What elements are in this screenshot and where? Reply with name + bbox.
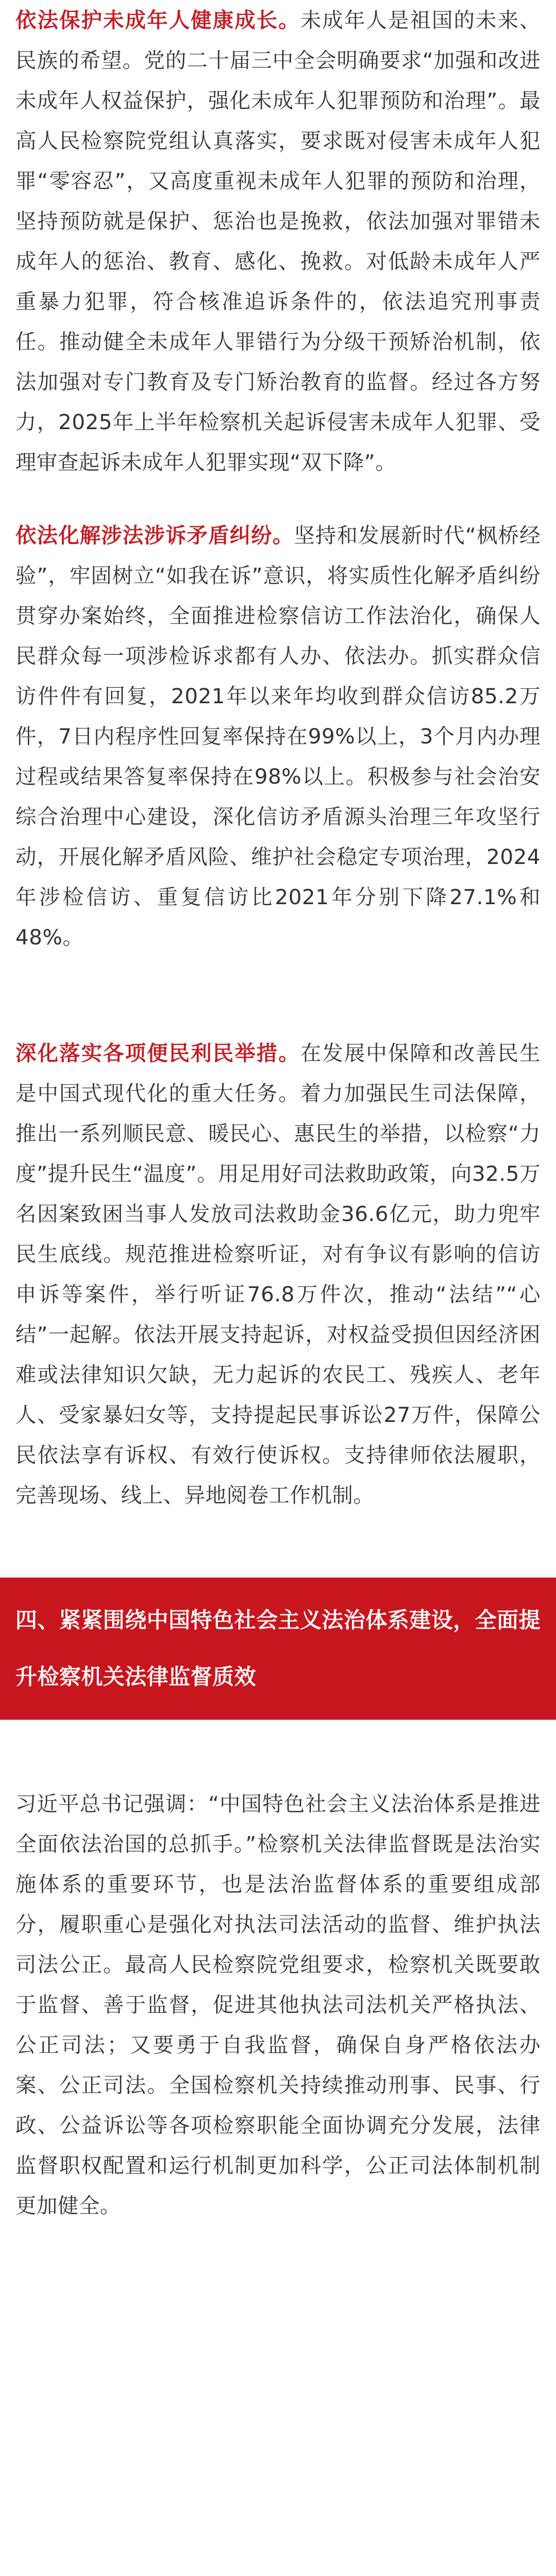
paragraph-livelihood <box>15 1033 541 1515</box>
paragraph-lead-heading: 依法化解涉法涉诉矛盾纠纷。 <box>15 523 294 548</box>
paragraph-body: 习近平总书记强调：“中国特色社会主义法治体系是推进全面依法治国的总抓手。”检察机关法律监督既是法治实施体系的重要环节，也是法治监督体系的重要组成部分，履职重心是强化对执法司法活动的监督、维护执法司法公正。最高人民检察院党组要求，检察机关既要敢于监督、善于监督，促进其他执法司法机关严格执法、公正司法；又要勇于自我监督，确保自身严格依法办案、公正司法。全国检察机关持续推动刑事、民事、行政、公益诉讼等各项检察职能全面协调充分发展，法律监督职权配置和运行机制更加科学，公正司法体制机制更加健全。 <box>15 1791 541 2218</box>
paragraph-body: 在发展中保障和改善民生是中国式现代化的重大任务。着力加强民生司法保障，推出一系列顺民意、暖民心、惠民生的举措，以检察“力度”提升民生“温度”。用足用好司法救助政策，向32.5万名因案致困当事人发放司法救助金36.6亿元，助力兜牢民生底线。规范推进检察听证，对有争议有影响的信访申诉等案件，举行听证76.8万件次，推动“法结”“心结”一起解。依法开展支持起诉，对权益受损但因经济困难或法律知识欠缺，无力起诉的农民工、残疾人、老年人、受家暴妇女等，支持提起民事诉讼27万件，保障公民依法享有诉权、有效行使诉权。支持律师依法履职，完善现场、线上、异地阅卷工作机制。 <box>15 1041 541 1507</box>
paragraph-body: 坚持和发展新时代“枫桥经验”，牢固树立“如我在诉”意识，将实质性化解矛盾纠纷贯穿办案始终，全面推进检察信访工作法治化，确保人民群众每一项涉检诉求都有人办、依法办。抓实群众信访件件有回复，2021年以来年均收到群众信访85.2万件，7日内程序性回复率保持在99%以上，3个月内办理过程或结果答复率保持在98%以上。积极参与社会治安综合治理中心建设，深化信访矛盾源头治理三年攻坚行动，开展化解矛盾风险、维护社会稳定专项治理，2024年涉检信访、重复信访比2021年分别下降27.1%和48%。 <box>15 523 541 950</box>
section-heading-title: 四、紧紧围绕中国特色社会主义法治体系建设，全面提升检察机关法律监督质效 <box>15 1607 541 1689</box>
paragraph-lead-heading: 深化落实各项便民利民举措。 <box>15 1041 301 1065</box>
paragraph-intro <box>15 1784 541 2226</box>
paragraph-petitions <box>15 515 541 957</box>
paragraph-lead-heading: 依法保护未成年人健康成长。 <box>15 8 301 32</box>
paragraph-body: 未成年人是祖国的未来、民族的希望。党的二十届三中全会明确要求“加强和改进未成年人权益保护，强化未成年人犯罪预防和治理”。最高人民检察院党组认真落实，要求既对侵害未成年人犯罪“零容忍”，又高度重视未成年人犯罪的预防和治理，坚持预防就是保护、惩治也是挽救，依法加强对罪错未成年人的惩治、教育、感化、挽救。对低龄未成年人严重暴力犯罪，符合核准追诉条件的，依法追究刑事责任。推动健全未成年人罪错行为分级干预矫治机制，依法加强对专门教育及专门矫治教育的监督。经过各方努力，2025年上半年检察机关起诉侵害未成年人犯罪、受理审查起诉未成年人犯罪实现“双下降”。 <box>15 8 541 474</box>
section-heading-banner <box>0 1578 556 1720</box>
paragraph-minor-protection <box>15 0 541 482</box>
